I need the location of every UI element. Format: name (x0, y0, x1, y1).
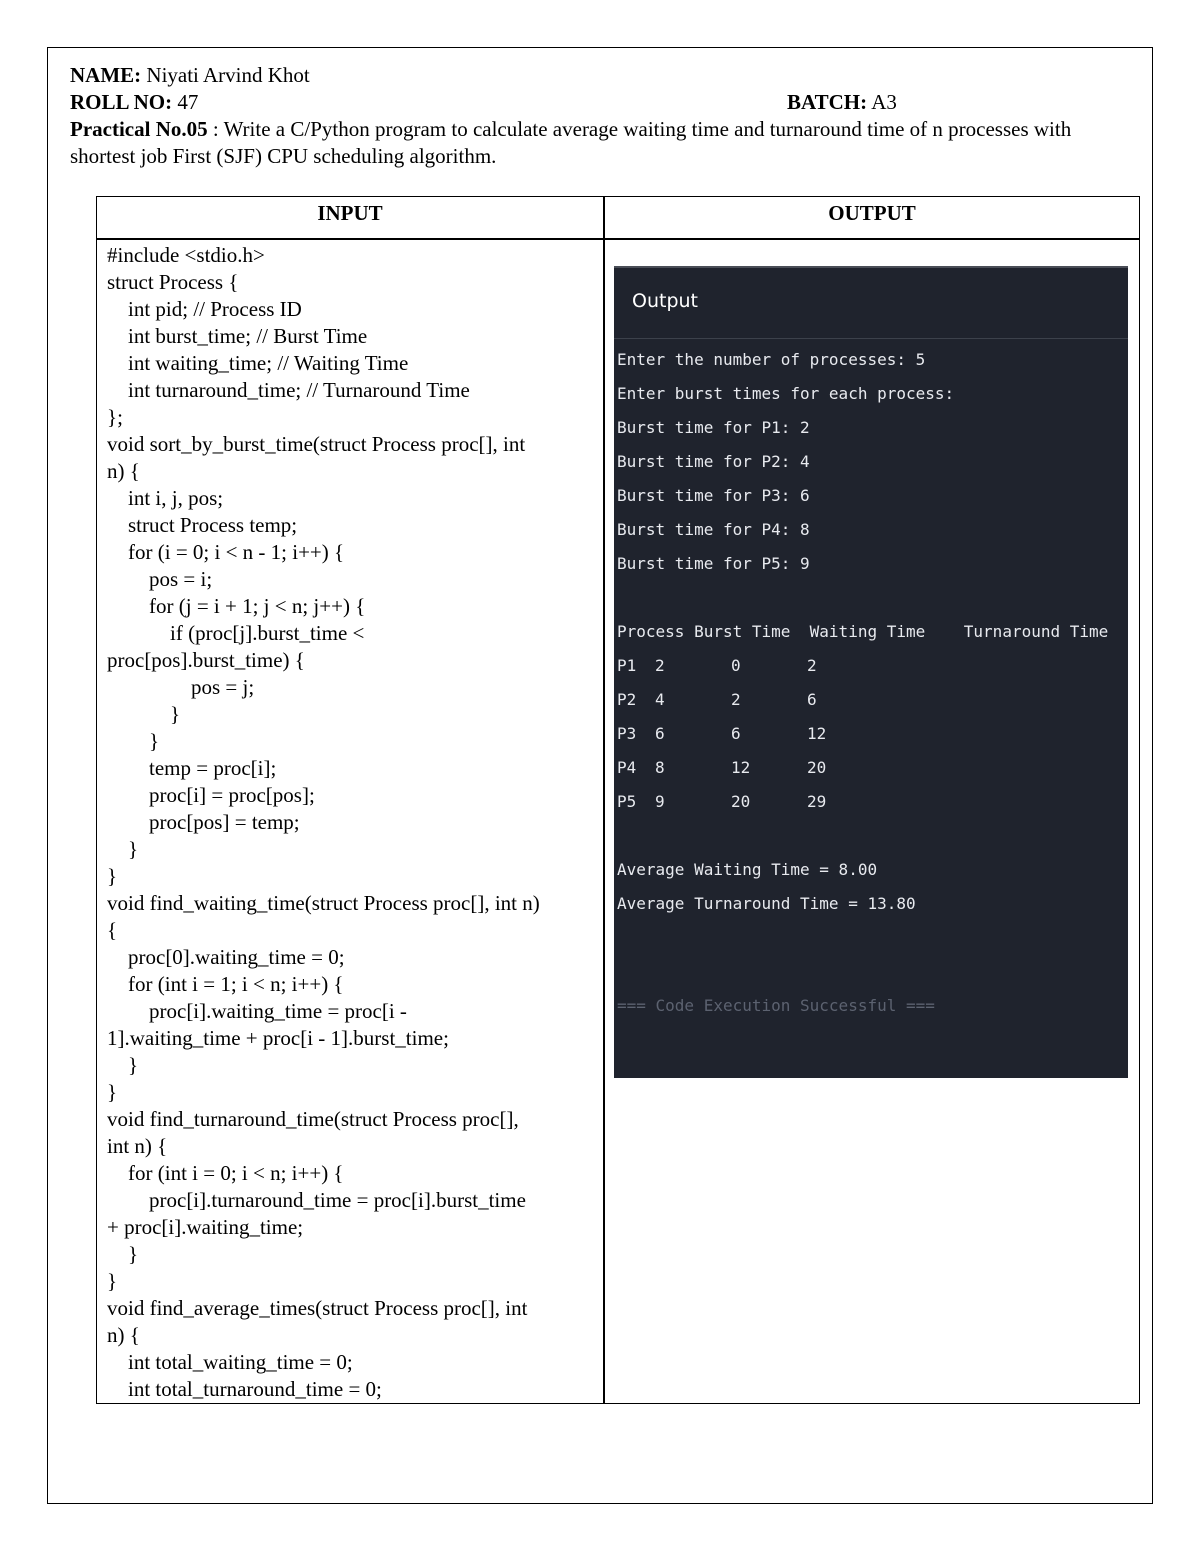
document-header (70, 62, 1130, 170)
code-line: void find_turnaround_time(struct Process proc[], (107, 1107, 519, 1131)
process-cell: P2 (617, 690, 637, 709)
code-line: int burst_time; // Burst Time (107, 324, 368, 348)
code-line: void find_waiting_time(struct Process proc[], int n) (107, 891, 540, 915)
console-blank-line (617, 921, 1125, 955)
code-line: } (107, 702, 181, 726)
console-line: Burst time for P5: 9 (617, 554, 810, 573)
roll-value: 47 (177, 90, 199, 114)
code-line: void sort_by_burst_time(struct Process proc[], int (107, 432, 526, 456)
output-panel (614, 266, 1128, 1078)
waiting-cell: 0 (731, 656, 741, 675)
turnaround-cell: 12 (807, 724, 827, 743)
console-table-row (617, 785, 1125, 819)
code-line: int total_waiting_time = 0; (107, 1350, 353, 1374)
code-line: } (107, 1053, 139, 1077)
practical-text: : Write a C/Python program to calculate average waiting time and turnaround time of n processes with shortest job First (SJF) CPU scheduling algorithm. (70, 117, 1072, 168)
console-blank-line (617, 819, 1125, 853)
code-line: proc[i].turnaround_time = proc[i].burst_time (107, 1188, 526, 1212)
waiting-cell: 6 (731, 724, 741, 743)
code-line: struct Process temp; (107, 513, 298, 537)
code-line: } (107, 1269, 118, 1293)
code-line: + proc[i].waiting_time; (107, 1215, 304, 1239)
code-line: for (int i = 1; i < n; i++) { (107, 972, 344, 996)
output-heading: OUTPUT (828, 201, 916, 225)
batch-label: BATCH: (787, 90, 868, 114)
table-divider-vertical (603, 197, 605, 1403)
console-line: Burst time for P2: 4 (617, 452, 810, 471)
code-line: pos = j; (107, 675, 255, 699)
code-line: proc[pos].burst_time) { (107, 648, 305, 672)
code-line: } (107, 864, 118, 888)
code-line: int waiting_time; // Waiting Time (107, 351, 409, 375)
code-line: proc[i].waiting_time = proc[i - (107, 999, 407, 1023)
output-panel-header (614, 268, 1128, 339)
code-line: 1].waiting_time + proc[i - 1].burst_time; (107, 1026, 449, 1050)
process-cell: P5 (617, 792, 637, 811)
practical-statement (70, 116, 1130, 170)
console-line: Burst time for P3: 6 (617, 486, 810, 505)
console-table-row (617, 649, 1125, 683)
table-divider-horizontal (97, 238, 1139, 240)
source-code (107, 242, 597, 1403)
code-line: for (i = 0; i < n - 1; i++) { (107, 540, 345, 564)
batch-value: A3 (871, 90, 897, 114)
console-table-row (617, 717, 1125, 751)
process-cell: P1 (617, 656, 637, 675)
turnaround-cell: 29 (807, 792, 827, 811)
input-heading: INPUT (317, 201, 383, 225)
practical-label: Practical No.05 (70, 117, 208, 141)
waiting-cell: 2 (731, 690, 741, 709)
process-cell: P4 (617, 758, 637, 777)
code-line: temp = proc[i]; (107, 756, 277, 780)
console-blank-line (617, 955, 1125, 989)
console-line: Enter the number of processes: 5 (617, 350, 926, 369)
code-line: n) { (107, 1323, 140, 1347)
code-line: proc[pos] = temp; (107, 810, 300, 834)
code-line: pos = i; (107, 567, 213, 591)
code-line: int n) { (107, 1134, 168, 1158)
code-line: } (107, 1242, 139, 1266)
waiting-cell: 12 (731, 758, 751, 777)
console-line: Enter burst times for each process: (617, 384, 955, 403)
name-line (70, 62, 1130, 89)
code-line: } (107, 837, 139, 861)
code-line: #include <stdio.h> (107, 243, 265, 267)
process-cell: P3 (617, 724, 637, 743)
name-label: NAME: (70, 63, 142, 87)
roll-line (70, 89, 1130, 116)
code-line: void find_average_times(struct Process proc[], int (107, 1296, 528, 1320)
turnaround-cell: 20 (807, 758, 827, 777)
roll-label: ROLL NO: (70, 90, 173, 114)
turnaround-cell: 6 (807, 690, 817, 709)
console-table-row (617, 683, 1125, 717)
code-line: int total_turnaround_time = 0; (107, 1377, 382, 1401)
average-turnaround-line: Average Turnaround Time = 13.80 (617, 894, 916, 913)
code-line: { (107, 918, 118, 942)
code-line: } (107, 729, 160, 753)
code-line: int turnaround_time; // Turnaround Time (107, 378, 470, 402)
console-line: Burst time for P1: 2 (617, 418, 810, 437)
average-waiting-line: Average Waiting Time = 8.00 (617, 860, 878, 879)
console-table-row (617, 751, 1125, 785)
code-line: for (j = i + 1; j < n; j++) { (107, 594, 366, 618)
burst-cell: 4 (655, 690, 665, 709)
output-panel-title: Output (632, 290, 698, 312)
code-line: int pid; // Process ID (107, 297, 302, 321)
batch-line (787, 89, 897, 116)
burst-cell: 9 (655, 792, 665, 811)
code-line: n) { (107, 459, 140, 483)
code-line: struct Process { (107, 270, 239, 294)
io-table (96, 196, 1140, 1404)
code-line: if (proc[j].burst_time < (107, 621, 365, 645)
waiting-cell: 20 (731, 792, 751, 811)
console-table-header: Process Burst Time Waiting Time Turnaround Time (617, 622, 1109, 641)
code-line: proc[0].waiting_time = 0; (107, 945, 345, 969)
code-line: }; (107, 405, 123, 429)
burst-cell: 6 (655, 724, 665, 743)
console-line: Burst time for P4: 8 (617, 520, 810, 539)
console-output (617, 343, 1125, 1023)
name-value: Niyati Arvind Khot (146, 63, 310, 87)
turnaround-cell: 2 (807, 656, 817, 675)
burst-cell: 2 (655, 656, 665, 675)
code-line: proc[i] = proc[pos]; (107, 783, 315, 807)
code-line: } (107, 1080, 118, 1104)
execution-status: === Code Execution Successful === (617, 996, 935, 1015)
burst-cell: 8 (655, 758, 665, 777)
console-blank-line (617, 581, 1125, 615)
code-line: for (int i = 0; i < n; i++) { (107, 1161, 344, 1185)
code-line: int i, j, pos; (107, 486, 224, 510)
